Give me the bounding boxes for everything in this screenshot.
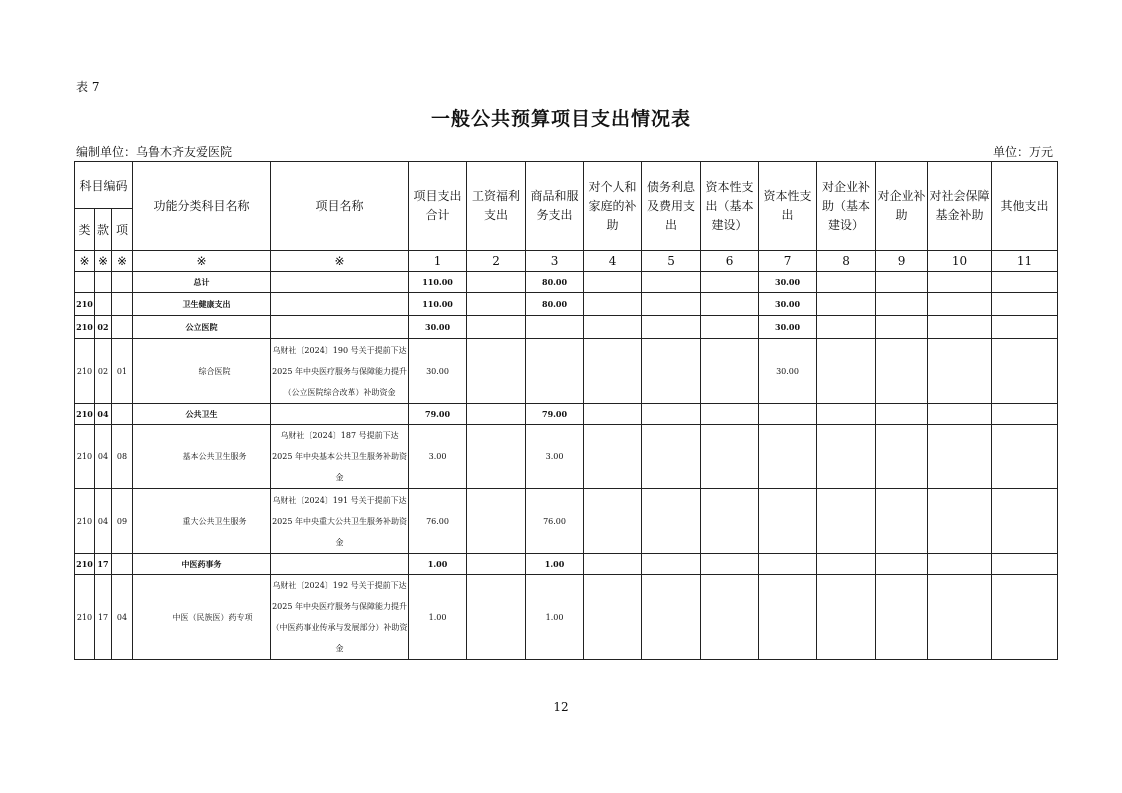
func-name-cell: 中医药事务 <box>133 554 271 575</box>
table-row <box>75 293 1058 316</box>
amount-cell <box>928 489 992 554</box>
index-row <box>75 251 1058 272</box>
amount-cell <box>992 554 1058 575</box>
amount-cell <box>817 489 876 554</box>
mark-cell: ※ <box>112 251 133 272</box>
amount-cell <box>928 316 992 339</box>
amount-cell: 3.00 <box>526 425 584 489</box>
index-cell: 11 <box>992 251 1058 272</box>
func-name-cell: 公共卫生 <box>133 404 271 425</box>
func-name-cell: 总计 <box>133 272 271 293</box>
amount-cell <box>526 339 584 404</box>
amount-cell <box>701 339 759 404</box>
index-cell: 6 <box>701 251 759 272</box>
xiang-cell: 08 <box>112 425 133 489</box>
amount-cell <box>928 425 992 489</box>
index-cell: 7 <box>759 251 817 272</box>
mark-cell: ※ <box>95 251 112 272</box>
amount-cell: 30.00 <box>759 316 817 339</box>
amount-cell <box>467 404 526 425</box>
amount-cell <box>701 554 759 575</box>
amount-cell <box>467 425 526 489</box>
amount-cell <box>701 425 759 489</box>
amount-cell <box>992 575 1058 660</box>
amount-cell <box>584 404 642 425</box>
xiang-cell: 09 <box>112 489 133 554</box>
lei-cell: 210 <box>75 489 95 554</box>
amount-cell <box>876 272 928 293</box>
project-cell: 乌财社〔2024〕187 号提前下达 2025 年中央基本公共卫生服务补助资金 <box>271 425 409 489</box>
amount-cell: 79.00 <box>526 404 584 425</box>
index-cell: 4 <box>584 251 642 272</box>
xiang-cell <box>112 554 133 575</box>
amount-cell: 30.00 <box>759 293 817 316</box>
amount-cell <box>584 272 642 293</box>
amount-cell <box>701 293 759 316</box>
lei-cell: 210 <box>75 339 95 404</box>
amount-cell <box>584 316 642 339</box>
index-cell: 10 <box>928 251 992 272</box>
lei-cell: 210 <box>75 316 95 339</box>
kuan-header: 款 <box>95 209 112 251</box>
amount-cell <box>642 425 701 489</box>
amount-cell <box>642 316 701 339</box>
amount-cell <box>526 316 584 339</box>
amount-cell <box>992 316 1058 339</box>
amount-cell <box>584 339 642 404</box>
amount-cell <box>876 293 928 316</box>
amount-cell <box>642 575 701 660</box>
amount-cell <box>817 404 876 425</box>
xiang-cell: 04 <box>112 575 133 660</box>
amount-cell <box>992 404 1058 425</box>
project-cell <box>271 272 409 293</box>
lei-cell: 210 <box>75 404 95 425</box>
amount-cell <box>584 293 642 316</box>
project-cell <box>271 554 409 575</box>
xiang-cell: 01 <box>112 339 133 404</box>
amount-cell <box>876 489 928 554</box>
project-cell: 乌财社〔2024〕192 号关于提前下达 2025 年中央医疗服务与保障能力提升（中医药事业传承与发展部分）补助资金 <box>271 575 409 660</box>
lei-cell: 210 <box>75 575 95 660</box>
amount-cell <box>817 272 876 293</box>
amount-cell <box>876 339 928 404</box>
mark-cell: ※ <box>271 251 409 272</box>
lei-cell: 210 <box>75 425 95 489</box>
amount-cell <box>817 554 876 575</box>
amount-cell <box>701 316 759 339</box>
project-cell <box>271 404 409 425</box>
amount-cell <box>876 316 928 339</box>
amount-cell: 76.00 <box>526 489 584 554</box>
kuan-cell: 04 <box>95 489 112 554</box>
amount-cell <box>759 575 817 660</box>
index-cell: 9 <box>876 251 928 272</box>
table-row <box>75 404 1058 425</box>
kuan-cell <box>95 272 112 293</box>
amount-cell <box>759 425 817 489</box>
lei-cell: 210 <box>75 293 95 316</box>
amount-cell: 30.00 <box>759 272 817 293</box>
amount-cell <box>928 554 992 575</box>
mark-cell: ※ <box>75 251 95 272</box>
amount-cell <box>759 404 817 425</box>
kuan-cell: 02 <box>95 339 112 404</box>
kuan-cell: 17 <box>95 575 112 660</box>
amount-cell <box>584 489 642 554</box>
amount-cell: 1.00 <box>526 575 584 660</box>
total-cell: 30.00 <box>409 339 467 404</box>
amount-cell <box>701 575 759 660</box>
amount-cell <box>876 554 928 575</box>
amount-cell <box>876 575 928 660</box>
amount-cell <box>467 293 526 316</box>
col-header: 对企业补助 <box>876 162 928 251</box>
total-cell: 79.00 <box>409 404 467 425</box>
amount-cell <box>701 489 759 554</box>
amount-cell <box>584 425 642 489</box>
proj-name-header: 项目名称 <box>271 162 409 251</box>
func-name-cell: 重大公共卫生服务 <box>133 489 271 554</box>
amount-cell <box>467 272 526 293</box>
amount-cell: 30.00 <box>759 339 817 404</box>
col-header: 项目支出合计 <box>409 162 467 251</box>
amount-cell <box>642 554 701 575</box>
amount-cell <box>642 489 701 554</box>
col-header: 资本性支出（基本建设） <box>701 162 759 251</box>
amount-cell: 80.00 <box>526 293 584 316</box>
func-name-cell: 公立医院 <box>133 316 271 339</box>
amount-cell <box>992 293 1058 316</box>
func-name-cell: 中医（民族医）药专项 <box>133 575 271 660</box>
amount-cell <box>928 575 992 660</box>
amount-cell <box>642 272 701 293</box>
xiang-cell <box>112 293 133 316</box>
code-group-header: 科目编码 <box>75 162 133 209</box>
amount-cell <box>467 339 526 404</box>
lei-header: 类 <box>75 209 95 251</box>
table-row <box>75 339 1058 404</box>
func-name-header: 功能分类科目名称 <box>133 162 271 251</box>
unit-label: 单位：万元 <box>992 145 1053 159</box>
col-header: 对社会保障基金补助 <box>928 162 992 251</box>
table-row <box>75 425 1058 489</box>
project-cell: 乌财社〔2024〕191 号关于提前下达 2025 年中央重大公共卫生服务补助资金 <box>271 489 409 554</box>
func-name-cell: 卫生健康支出 <box>133 293 271 316</box>
lei-cell: 210 <box>75 554 95 575</box>
amount-cell <box>817 339 876 404</box>
total-cell: 110.00 <box>409 272 467 293</box>
kuan-cell: 17 <box>95 554 112 575</box>
amount-cell <box>992 339 1058 404</box>
amount-cell <box>928 339 992 404</box>
amount-cell <box>701 272 759 293</box>
amount-cell <box>992 489 1058 554</box>
project-cell: 乌财社〔2024〕190 号关于提前下达 2025 年中央医疗服务与保障能力提升（公立医院综合改革）补助资金 <box>271 339 409 404</box>
amount-cell <box>817 425 876 489</box>
table-row <box>75 554 1058 575</box>
kuan-cell: 02 <box>95 316 112 339</box>
amount-cell <box>817 316 876 339</box>
amount-cell <box>876 425 928 489</box>
table-number: 表 7 <box>76 80 100 94</box>
budget-table <box>74 161 1058 660</box>
amount-cell <box>928 293 992 316</box>
amount-cell <box>876 404 928 425</box>
total-cell: 110.00 <box>409 293 467 316</box>
func-name-cell: 基本公共卫生服务 <box>133 425 271 489</box>
table-row <box>75 316 1058 339</box>
xiang-cell <box>112 272 133 293</box>
col-header: 对企业补助（基本建设） <box>817 162 876 251</box>
amount-cell <box>817 293 876 316</box>
page-title: 一般公共预算项目支出情况表 <box>430 108 691 130</box>
kuan-cell: 04 <box>95 425 112 489</box>
kuan-cell: 04 <box>95 404 112 425</box>
amount-cell <box>584 554 642 575</box>
table-row <box>75 575 1058 660</box>
func-name-cell: 综合医院 <box>133 339 271 404</box>
col-header: 工资福利支出 <box>467 162 526 251</box>
index-cell: 2 <box>467 251 526 272</box>
amount-cell <box>817 575 876 660</box>
table-row <box>75 489 1058 554</box>
col-header: 对个人和家庭的补助 <box>584 162 642 251</box>
amount-cell: 80.00 <box>526 272 584 293</box>
amount-cell: 1.00 <box>526 554 584 575</box>
amount-cell <box>928 272 992 293</box>
amount-cell <box>642 404 701 425</box>
xiang-header: 项 <box>112 209 133 251</box>
amount-cell <box>642 293 701 316</box>
table-row <box>75 272 1058 293</box>
page-number: 12 <box>553 700 569 714</box>
total-cell: 30.00 <box>409 316 467 339</box>
col-header: 债务利息及费用支出 <box>642 162 701 251</box>
xiang-cell <box>112 316 133 339</box>
amount-cell <box>759 489 817 554</box>
organization-label: 编制单位：乌鲁木齐友爱医院 <box>76 145 233 159</box>
col-header: 商品和服务支出 <box>526 162 584 251</box>
index-cell: 3 <box>526 251 584 272</box>
amount-cell <box>992 425 1058 489</box>
xiang-cell <box>112 404 133 425</box>
col-header: 其他支出 <box>992 162 1058 251</box>
amount-cell <box>992 272 1058 293</box>
amount-cell <box>467 575 526 660</box>
amount-cell <box>642 339 701 404</box>
project-cell <box>271 293 409 316</box>
amount-cell <box>467 554 526 575</box>
mark-cell: ※ <box>133 251 271 272</box>
amount-cell <box>467 489 526 554</box>
col-header: 资本性支出 <box>759 162 817 251</box>
index-cell: 1 <box>409 251 467 272</box>
amount-cell <box>759 554 817 575</box>
total-cell: 3.00 <box>409 425 467 489</box>
amount-cell <box>928 404 992 425</box>
total-cell: 1.00 <box>409 575 467 660</box>
total-cell: 76.00 <box>409 489 467 554</box>
project-cell <box>271 316 409 339</box>
amount-cell <box>701 404 759 425</box>
amount-cell <box>584 575 642 660</box>
lei-cell <box>75 272 95 293</box>
index-cell: 8 <box>817 251 876 272</box>
kuan-cell <box>95 293 112 316</box>
total-cell: 1.00 <box>409 554 467 575</box>
amount-cell <box>467 316 526 339</box>
index-cell: 5 <box>642 251 701 272</box>
